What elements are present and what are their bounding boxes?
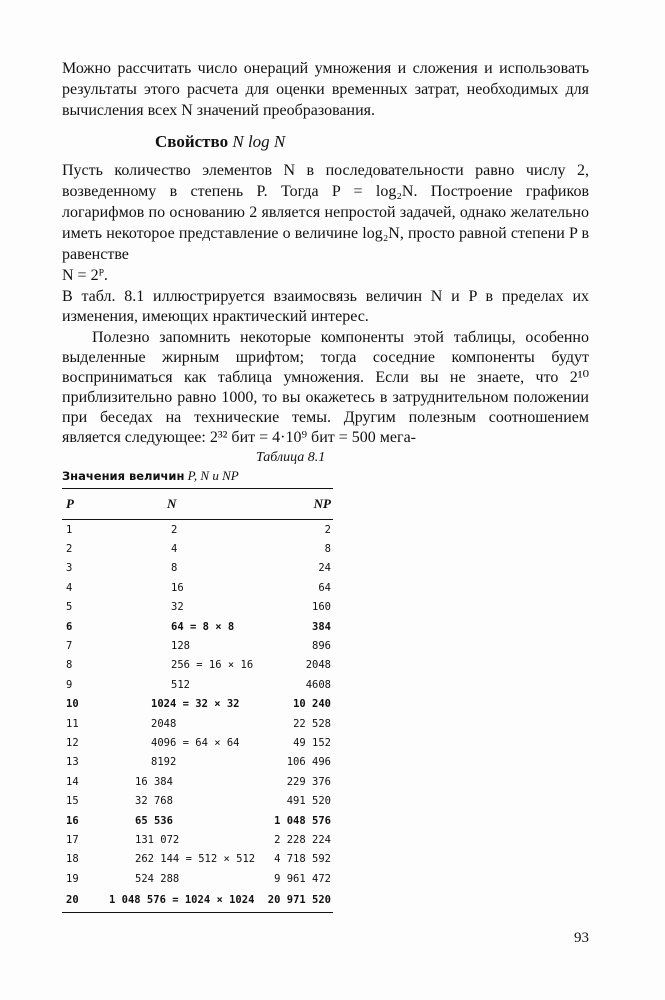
paragraph-definition: Пусть количество элементов N в последовательности равно числу 2, возведенному в степень P. Тогда P = log₂N. Построение графиков логарифмов по основанию 2 является непростой задачей, однако желательно иметь некоторое представление о величине log₂N, просто равной степени P в равенстве (62, 162, 589, 263)
cell-n: 512 (171, 678, 190, 691)
table-row (62, 695, 333, 714)
table-row (62, 559, 333, 578)
cell-p: 19 (66, 872, 79, 885)
table-row (62, 656, 333, 675)
cell-np: 10 240 (293, 698, 331, 711)
cell-n: 262 144 = 512 × 512 (135, 853, 256, 866)
cell-np: 20 971 520 (267, 894, 331, 907)
table-row (62, 869, 333, 888)
table-row (62, 617, 333, 636)
table-caption: Таблица 8.1 (256, 450, 326, 465)
cell-p: 6 (66, 620, 73, 633)
cell-n: 4096 = 64 × 64 (151, 736, 240, 749)
cell-n: 16 384 (135, 775, 173, 788)
cell-n: 2 (171, 523, 178, 536)
cell-np: 1 048 576 (274, 814, 331, 827)
page-number: 93 (574, 930, 589, 946)
cell-p: 5 (66, 601, 73, 614)
header-p: P (66, 496, 74, 511)
cell-np: 49 152 (293, 736, 331, 749)
cell-n: 128 (171, 640, 190, 653)
cell-n: 2048 (151, 717, 177, 730)
cell-np: 2 228 224 (274, 833, 331, 846)
paragraph-remember: Полезно запомнить некоторые компоненты этой таблицы, особенно выделенные жирным шрифтом; тогда соседние компоненты будут восприниматься как таблица умножения. Если вы не знаете, что 2¹⁰ приблизительно равно 1000, то вы окажетесь в затруднительном положении при беседах на технические темы. Другим полезным соотношением является следующее: 2³² бит = 4·10⁹ бит = 500 мега- (62, 329, 589, 446)
cell-np: 2 (324, 523, 331, 536)
table-row (62, 714, 333, 733)
cell-np: 4 718 592 (274, 853, 331, 866)
cell-n: 524 288 (135, 872, 180, 885)
cell-p: 18 (66, 853, 79, 866)
cell-n: 65 536 (135, 814, 173, 827)
cell-np: 24 (318, 562, 331, 575)
table-row (62, 811, 333, 830)
cell-np: 64 (318, 581, 331, 594)
cell-np: 9 961 472 (274, 872, 331, 885)
formula: N = 2ᴾ. (62, 267, 108, 284)
cell-np: 8 (324, 543, 331, 556)
cell-n: 1 048 576 = 1024 × 1024 (109, 894, 255, 907)
cell-n: 256 = 16 × 16 (171, 659, 254, 672)
cell-n: 1024 = 32 × 32 (151, 698, 240, 711)
cell-n: 32 768 (135, 795, 173, 808)
table-row (62, 520, 333, 540)
table-row (62, 675, 333, 694)
cell-np: 896 (312, 640, 331, 653)
table-row (62, 636, 333, 655)
table-row (62, 733, 333, 752)
cell-p: 8 (66, 659, 73, 672)
cell-p: 17 (66, 833, 79, 846)
cell-np: 106 496 (286, 756, 331, 769)
table-row (62, 578, 333, 597)
table-row (62, 753, 333, 772)
cell-np: 160 (312, 601, 331, 614)
table-title (62, 468, 239, 484)
cell-n: 16 (171, 581, 184, 594)
cell-p: 12 (66, 736, 79, 749)
heading-text: Свойство (155, 132, 229, 151)
table-row (62, 830, 333, 849)
cell-p: 1 (66, 523, 73, 536)
table-header-row (62, 489, 333, 520)
cell-p: 3 (66, 562, 73, 575)
cell-n: 32 (171, 601, 184, 614)
table-row (62, 598, 333, 617)
cell-np: 229 376 (286, 775, 331, 788)
table-row (62, 888, 333, 913)
header-n: N (167, 496, 177, 511)
cell-p: 7 (66, 640, 73, 653)
cell-p: 15 (66, 795, 79, 808)
cell-n: 131 072 (135, 833, 180, 846)
cell-np: 22 528 (293, 717, 331, 730)
table-row (62, 772, 333, 791)
heading-math: N log N (232, 132, 286, 151)
cell-n: 8192 (151, 756, 177, 769)
paragraph-intro: Можно рассчитать число онераций умножения и сложения и использовать результаты этого расчета для оценки временных затрат, необходимых для вычисления всех N значений преобразования. (62, 60, 589, 119)
cell-np: 384 (312, 620, 331, 633)
cell-p: 9 (66, 678, 73, 691)
cell-p: 2 (66, 543, 73, 556)
cell-np: 491 520 (286, 795, 331, 808)
table-row (62, 791, 333, 810)
cell-n: 64 = 8 × 8 (171, 620, 235, 633)
cell-n: 8 (171, 562, 178, 575)
cell-p: 4 (66, 581, 73, 594)
cell-p: 16 (66, 814, 79, 827)
paragraph-table-ref: В табл. 8.1 иллюстрируется взаимосвязь величин N и P в пределах их изменения, имеющих нрактический интерес. (62, 288, 589, 325)
table-title-text: Значения величин (62, 469, 185, 483)
table-row (62, 539, 333, 558)
cell-p: 13 (66, 756, 79, 769)
table-row (62, 850, 333, 869)
cell-p: 20 (66, 894, 79, 907)
cell-p: 10 (66, 698, 79, 711)
values-table (62, 488, 333, 913)
table-title-math: P, N и NP (187, 468, 239, 483)
cell-np: 4608 (305, 678, 331, 691)
header-np: NP (313, 496, 331, 511)
section-heading (155, 132, 285, 152)
cell-p: 11 (66, 717, 79, 730)
cell-np: 2048 (305, 659, 331, 672)
cell-n: 4 (171, 543, 178, 556)
cell-p: 14 (66, 775, 79, 788)
